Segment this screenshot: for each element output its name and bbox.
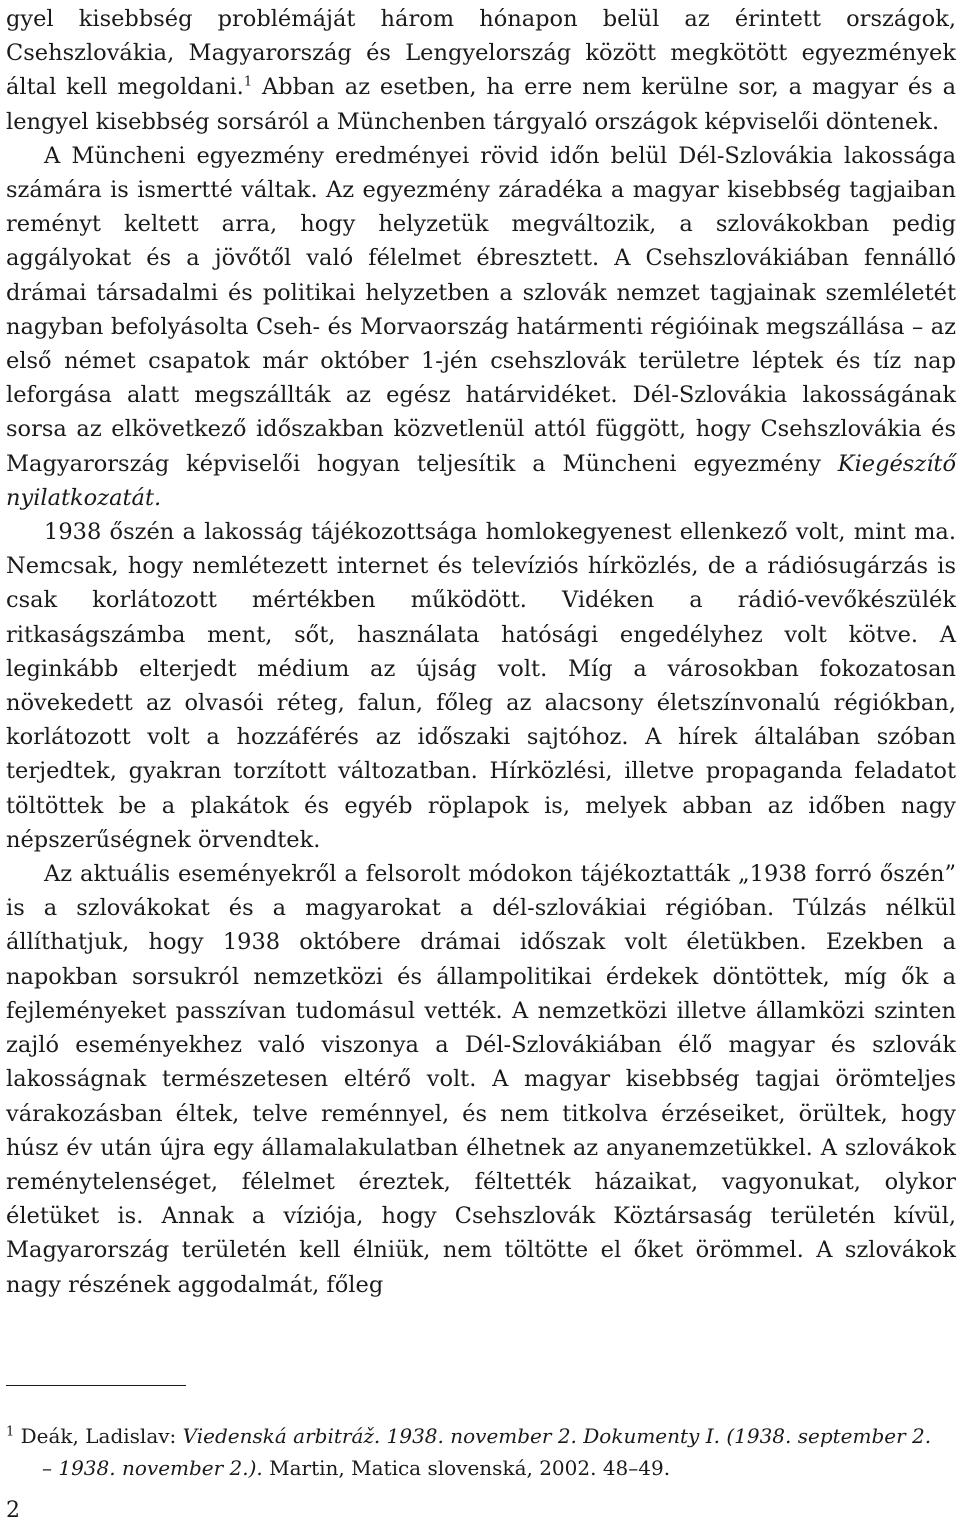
footnote-line-2	[6, 1452, 956, 1484]
paragraph	[6, 857, 956, 1302]
paragraph-text: gyel kisebbség problémáját három hónapon belül az érintett országok, Csehszlovákia, Magyarország és Lengyelország között megkötött egyezmények által kell megoldani.	[6, 6, 956, 101]
footnote-line-1	[6, 1420, 956, 1452]
footnote-publisher: Martin, Matica slovenská, 2002. 48–49.	[262, 1456, 671, 1480]
footnote-separator	[6, 1385, 186, 1386]
paragraph-text: Az aktuális eseményekről a felsorolt módokon tájékoztatták „1938 forró őszén” is a szlovákokat és a magyarokat a dél-szlovákiai régióban. Túlzás nélkül állíthatjuk, hogy 1938 októbere drámai időszak volt életükben. Ezekben a napokban sorsukról nemzetközi és állampolitikai érdekek döntöttek, míg ők a fejleményeket passzívan tudomásul vették. A nemzetközi illetve államközi szinten zajló eseményekhez való viszonya a Dél-Szlovákiában élő magyar és szlovák lakosságnak természetesen eltérő volt. A magyar kisebbség tagjai örömteljes várakozásban éltek, telve reménnyel, és nem titkolva érzéseiket, örültek, hogy húsz év után újra egy államalakulatban élhetnek az anyanemzetükkel. A szlovákok reménytelenséget, félelmet éreztek, féltették házaikat, vagyonukat, olykor életüket is. Annak a víziója, hogy Csehszlovák Köztársaság területén kívül, Magyarország területén kell élniük, nem töltötte el őket örömmel. A szlovákok nagy részének aggodalmát, főleg	[6, 861, 956, 1298]
footnote-ref: 1	[243, 74, 253, 90]
footnote-number: 1	[6, 1424, 15, 1440]
paragraph-text: A Müncheni egyezmény eredményei rövid időn belül Dél-Szlovákia lakossága számára is ismertté váltak. Az egyezmény záradéka a magyar kisebbség tagjaiban reményt keltett arra, hogy helyzetük megváltozik, a szlovákokban pedig aggályokat és a jövőtől való félelmet ébresztett. A Csehszlovákiában fennálló drámai társadalmi és politikai helyzetben a szlovák nemzet tagjainak szemléletét nagyban befolyásolta Cseh- és Morvaország határmenti régióinak megszállása – az első német csapatok már október 1-jén csehszlovák területre léptek és tíz nap leforgása alatt megszállták az egész határvidéket. Dél-Szlovákia lakosságának sorsa az elkövetkező időszakban közvetlenül attól függött, hogy Csehszlovákia és Magyarország képviselői hogyan teljesítik a Müncheni egyezmény	[6, 142, 956, 477]
paragraph-text: 1938 őszén a lakosság tájékozottsága homlokegyenest ellenkező volt, mint ma. Nemcsak, hogy nemlétezett internet és televíziós hírközlés, de a rádiósugárzás is csak korlátozott mértékben működött. Vidéken a rádió-vevőkészülék ritkaságszámba ment, sőt, használata hatósági engedélyhez volt kötve. A leginkább elterjedt médium az újság volt. Míg a városokban fokozatosan növekedett az olvasói réteg, falun, főleg az alacsony életszínvonalú régiókban, korlátozott volt a hozzáférés az időszaki sajtóhoz. A hírek általában szóban terjedtek, gyakran torzított változatban. Hírközlési, illetve propaganda feladatot töltöttek be a plakátok és egyéb röplapok is, melyek abban az időben nagy népszerűségnek örvendtek.	[6, 519, 956, 853]
footnote-title: Viedenská arbitráž. 1938. november 2. Dokumenty I. (1938. september 2.	[182, 1424, 932, 1448]
paragraph	[6, 139, 956, 515]
footnote-author: Deák, Ladislav:	[14, 1424, 183, 1448]
page-number: 2	[6, 1498, 20, 1523]
paragraph	[6, 515, 956, 857]
paragraph-text: Abban az esetben, ha erre nem kerülne sor, a magyar és a lengyel kisebbség sorsáról a Münchenben tárgyaló országok képviselői döntenek.	[6, 74, 956, 135]
italic-text: Kiegészítő nyilatkozatát.	[6, 450, 956, 511]
footnote	[6, 1420, 956, 1484]
footnote-title-cont: – 1938. november 2.).	[42, 1456, 263, 1480]
main-text	[6, 2, 956, 1302]
paragraph	[6, 2, 956, 139]
